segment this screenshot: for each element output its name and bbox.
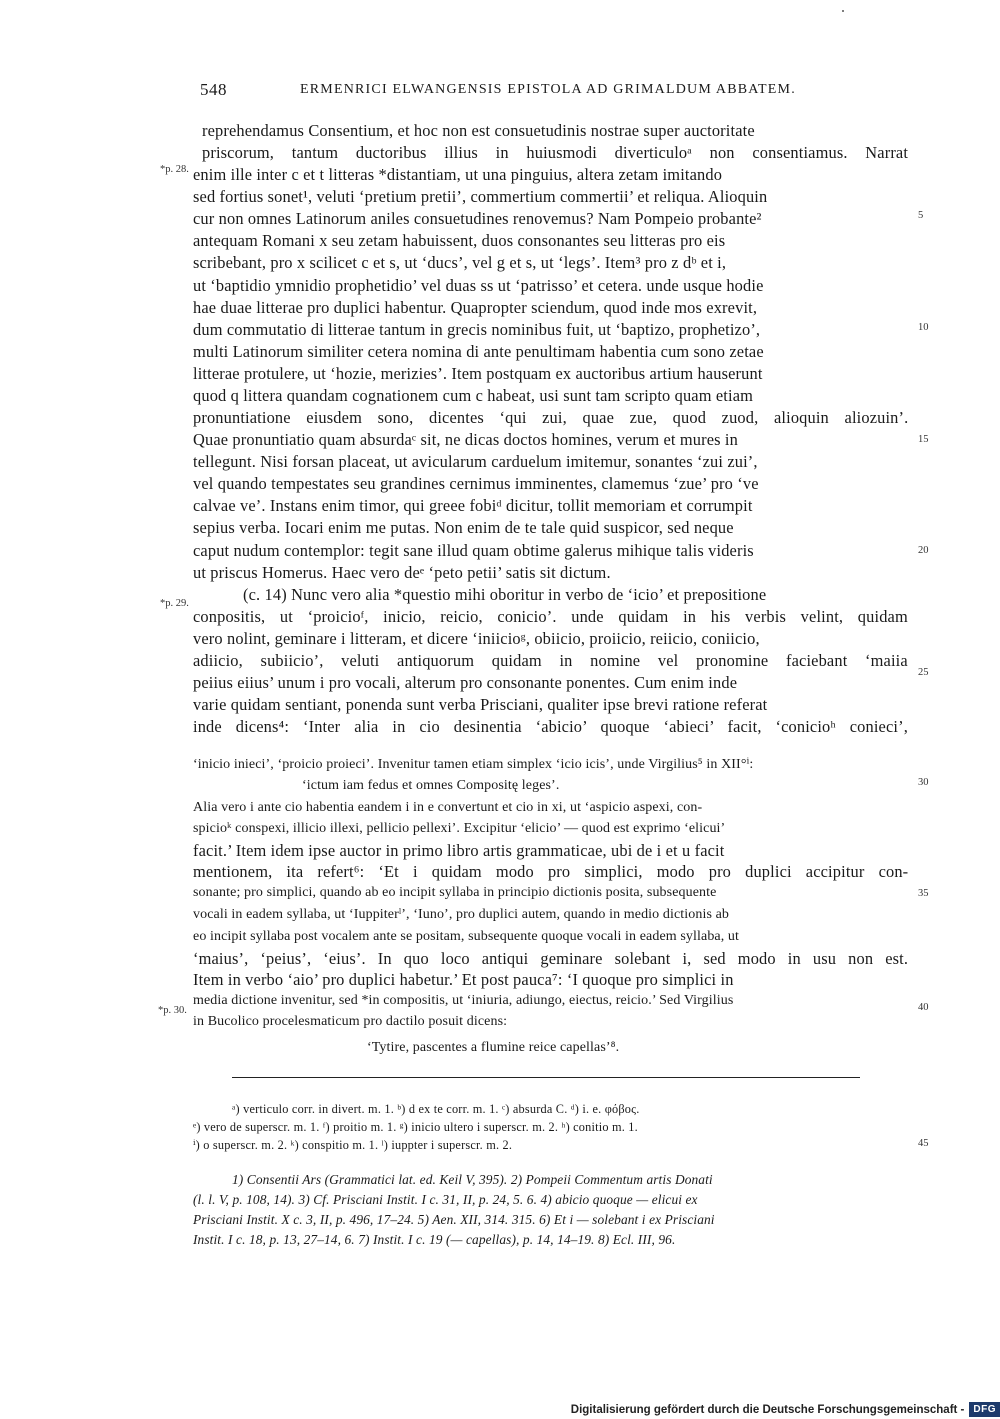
body-line: quod q littera quandam cognationem cum c habeat, usi sunt tam scripto quam etiam [193,386,754,405]
line-number: 45 [918,1138,929,1149]
speck [842,10,844,12]
page-header [200,80,820,102]
line-number: 20 [918,545,929,556]
quote-line: ‘maius’, ‘peius’, ‘eius’. In quo loco antiqui geminare solebant i, sed modo in usu non est. [193,949,909,968]
quote-line: in Bucolico procelesmaticum pro dactilo posuit dicens: [193,1014,508,1029]
body-line: reprehendamus Consentium, et hoc non est consuetudinis nostrae super auctoritate [202,121,755,140]
body-line: priscorum, tantum ductoribus illius in huiusmodi diverticuloᵃ non consentiamus. Narrat [202,143,909,162]
quote-line: eo incipit syllaba post vocalem ante se positam, subsequente quoque vocali in eadem syllaba, ut [193,929,740,944]
running-title: ERMENRICI ELWANGENSIS EPISTOLA AD GRIMALDUM ABBATEM. [300,82,796,97]
footnote-line: ⁱ) o superscr. m. 2. ᵏ) conspitio m. 1. ˡ) iuppter i superscr. m. 2. [193,1138,513,1152]
page-number: 548 [200,80,227,99]
margin-page-ref: *p. 28. [160,164,189,175]
body-line: dum commutatio di litterae tantum in grecis nominibus fuit, ut ‘baptizo, prophetizo’, [193,320,761,339]
credit-text: Digitalisierung gefördert durch die Deutsche Forschungsgemeinschaft - [570,1403,965,1416]
body-line: peiius eiius’ unum i pro vocali, alterum pro consonante ponentes. Cum enim inde [193,673,738,692]
body-line: varie quidam sentiant, ponenda sunt verba Prisciani, qualiter ipse brevi ratione referat [193,695,768,714]
line-number: 40 [918,1002,929,1013]
footnote-rule [232,1077,860,1078]
quote-line: spicioᵏ conspexi, illicio illexi, pellicio pellexi’. Excipitur ‘elicio’ — quod est exprimo ‘elicui’ [193,821,726,836]
body-line: vel quando tempestates seu grandines cernimus imminentes, clamemus ‘zue’ pro ‘ve [193,474,759,493]
body-line: inde dicens⁴: ‘Inter alia in cio desinentia ‘abicio’ quoque ‘abieci’ facit, ‘conicioʰ conieci’, [193,717,908,736]
quote-line: facit.’ Item idem ipse auctor in primo libro artis grammaticae, ubi de i et u facit [193,841,725,860]
body-line: adiicio, subiicio’, veluti antiquorum quidam in nomine vel pronomine faciebant ‘maiia [193,651,908,670]
footnote-line: ᵉ) vero de superscr. m. 1. ᶠ) proitio m. 1. ᵍ) inicio ultero i superscr. m. 2. ʰ) conitio m. 1. [193,1120,638,1134]
body-line: hae duae litterae pro duplici habentur. Quapropter sciendum, quod inde mos exrevit, [193,298,758,317]
body-line: ut priscus Homerus. Haec vero deᵉ ‘peto petii’ satis sit dictum. [193,563,611,582]
source-note: 1) Consentii Ars (Grammatici lat. ed. Keil V, 395). 2) Pompeii Commentum artis Donati [232,1172,713,1187]
body-line: litterae protulere, ut ‘hozie, merizies’. Item postquam ex auctoribus artium hauserunt [193,364,763,383]
body-line: (c. 14) Nunc vero alia *questio mihi oboritur in verbo de ‘icio’ et prepositione [243,585,767,604]
line-number: 25 [918,667,929,678]
body-line: cur non omnes Latinorum aniles consuetudines renovemus? Nam Pompeio probante² [193,209,762,228]
body-line: scribebant, pro x scilicet c et s, ut ‘ducs’, vel g et s, ut ‘legs’. Item³ pro z dᵇ et i, [193,253,727,272]
source-note: (l. l. V, p. 108, 14). 3) Cf. Prisciani Instit. I c. 31, II, p. 24, 5. 6. 4) abicio quoque — elicui ex [193,1192,698,1207]
body-line: conpositis, ut ‘proicioᶠ, inicio, reicio, conicio’. unde quidam in his verbis velint, quidam [193,607,908,626]
source-note: Instit. I c. 18, p. 13, 27–14, 6. 7) Instit. I c. 19 (— capellas), p. 14, 14–19. 8) Ecl. III, 96. [193,1232,676,1247]
quote-line: mentionem, ita refert⁶: ‘Et i quidam modo pro simplici, modo pro duplici accipitur con- [193,862,909,881]
quote-line: media dictione invenitur, sed *in compositis, ut ‘iniuria, adiungo, eiectus, reicio.’ Sed Virgilius [193,993,734,1008]
body-line: enim ille inter c et t litteras *distantiam, ut una pinguius, altera zetam imitando [193,165,723,184]
body-line: multi Latinorum similiter cetera nomina di ante penultimam habentia cum sono zetae [193,342,764,361]
body-line: sed fortius sonet¹, veluti ‘pretium pretii’, commertium commertii’ et reliqua. Alioquin [193,187,768,206]
body-line: Quae pronuntiatio quam absurdaᶜ sit, ne dicas doctos homines, verum et mures in [193,430,738,449]
body-line: vero nolint, geminare i litteram, et dicere ‘iniicioᵍ, obiicio, proiicio, reiicio, coniicio, [193,629,760,648]
body-line: tellegunt. Nisi forsan placeat, ut avicularum carduelum imitemur, sonantes ‘zui zui’, [193,452,758,471]
quote-line: Alia vero i ante cio habentia eandem i in e convertunt et cio in xi, ut ‘aspicio aspexi, con- [193,800,703,815]
body-line: pronuntiatione eiusdem sono, dicentes ‘qui zui, quae zue, quod zuod, alioquin aliozuin’. [193,408,909,427]
quote-line: Item in verbo ‘aio’ pro duplici habetur.’ Et post pauca⁷: ‘I quoque pro simplici in [193,970,734,989]
margin-page-ref: *p. 30. [158,1005,187,1016]
margin-page-ref: *p. 29. [160,598,189,609]
quote-line: vocali in eadem syllaba, ut ‘Iuppiterˡ’, ‘Iuno’, pro duplici autem, quando in medio dictionis ab [193,907,730,922]
source-note: Prisciani Instit. X c. 3, II, p. 496, 17–24. 5) Aen. XII, 314. 315. 6) Et i — solebant i ex Prisciani [193,1212,715,1227]
footer-credit [570,1400,1000,1419]
body-line: caput nudum contemplor: tegit sane illud quam obtime galerus mihique talis videris [193,541,754,560]
quote-line: ‘inicio inieci’, ‘proicio proieci’. Invenitur tamen etiam simplex ‘icio icis’, unde Virgilius⁵ in XII°ⁱ: [193,757,754,772]
quote-line: ‘ictum iam fedus et omnes Compositę leges’. [302,778,560,793]
line-number: 30 [918,777,929,788]
dfg-logo: DFG [969,1402,1000,1417]
footnote-line: ᵃ) verticulo corr. in divert. m. 1. ᵇ) d ex te corr. m. 1. ᶜ) absurda C. ᵈ) i. e. φόβος. [232,1102,640,1116]
line-number: 15 [918,434,929,445]
body-line: sepius verba. Iocari enim me putas. Non enim de te tale quid suspicor, sed neque [193,518,734,537]
line-number: 5 [918,210,924,221]
body-line: calvae ve’. Instans enim timor, qui greee fobiᵈ dicitur, tollit memoriam et corrumpit [193,496,753,515]
body-line: ut ‘baptidio ymnidio prophetidio’ vel duas ss ut ‘patrisso’ et cetera. unde usque hodie [193,276,764,295]
line-number: 10 [918,322,929,333]
quote-line: sonante; pro simplici, quando ab eo incipit syllaba in principio dictionis posita, subsequente [193,885,717,900]
quote-line: ‘Tytire, pascentes a flumine reice capellas’⁸. [367,1040,620,1055]
line-number: 35 [918,888,929,899]
body-line: antequam Romani x seu zetam habuissent, duos consonantes seu litteras pro eis [193,231,726,250]
